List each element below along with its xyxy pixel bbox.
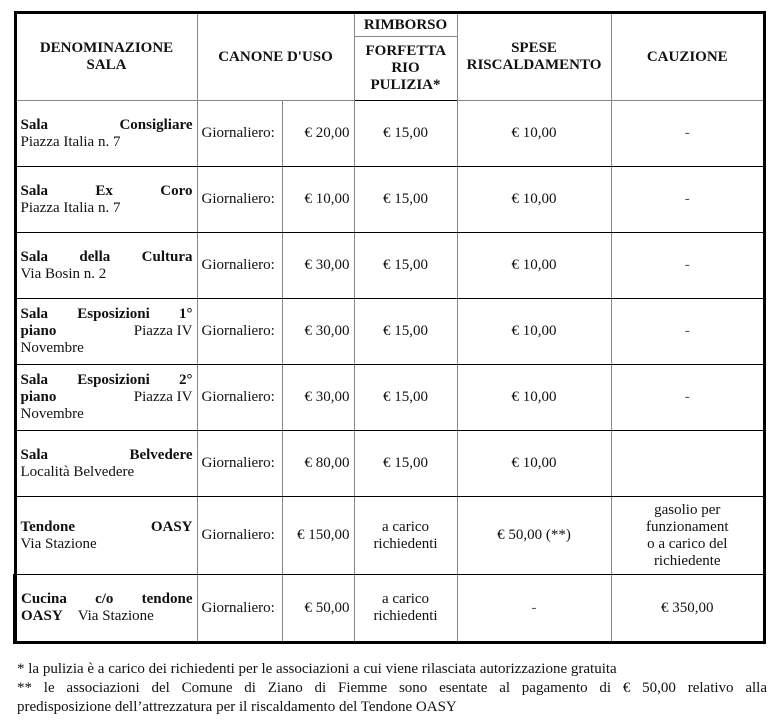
room-name: Sala	[20, 116, 49, 133]
room-name-cell	[15, 497, 197, 575]
period-cell: Giornaliero:	[197, 233, 282, 299]
riscaldamento-cell: € 10,00	[457, 365, 611, 431]
room-name: 1°	[178, 306, 193, 322]
room-name: Esposizioni	[77, 306, 150, 322]
cauzione-cell: -	[611, 233, 764, 299]
cauzione-text: funzionament	[646, 518, 729, 535]
room-name: Sala	[20, 248, 49, 265]
room-name: OASY	[150, 518, 193, 535]
cauzione-cell: -	[611, 101, 764, 167]
period-cell: Giornaliero:	[197, 299, 282, 365]
pulizia-cell: € 15,00	[354, 167, 457, 233]
table-row	[15, 233, 765, 299]
room-name-cell	[15, 299, 197, 365]
cauzione-text: richiedente	[653, 552, 721, 569]
riscaldamento-cell: € 10,00	[457, 233, 611, 299]
period-cell: Giornaliero:	[197, 101, 282, 167]
table-row	[15, 365, 765, 431]
room-address: Piazza IV	[133, 389, 193, 405]
room-address: Novembre	[20, 406, 84, 422]
pulizia-text: a carico	[381, 518, 430, 535]
header-spese-label: SPESE RISCALDAMENTO	[466, 40, 602, 73]
room-name-cell	[15, 575, 197, 643]
header-denominazione-label: DENOMINAZIONE SALA	[39, 40, 174, 73]
canone-cell: € 30,00	[282, 299, 354, 365]
header-forfettario-pulizia	[354, 37, 457, 101]
pulizia-cell: € 15,00	[354, 299, 457, 365]
room-name-cell	[15, 365, 197, 431]
pulizia-cell: € 15,00	[354, 233, 457, 299]
room-address: Via Stazione	[77, 608, 154, 624]
canone-cell: € 30,00	[282, 233, 354, 299]
table-row	[15, 167, 765, 233]
room-address: Località Belvedere	[20, 463, 135, 480]
footnote-riscaldamento-line2: predisposizione dell’attrezzatura per il riscaldamento del Tendone OASY	[17, 699, 457, 715]
riscaldamento-cell: € 10,00	[457, 167, 611, 233]
period-cell: Giornaliero:	[197, 431, 282, 497]
room-address: Piazza IV	[133, 323, 193, 339]
room-name: piano	[20, 323, 57, 339]
canone-cell: € 80,00	[282, 431, 354, 497]
cauzione-cell: -	[611, 299, 764, 365]
canone-cell: € 10,00	[282, 167, 354, 233]
room-name: c/o	[95, 591, 114, 607]
canone-cell: € 30,00	[282, 365, 354, 431]
pulizia-cell: € 15,00	[354, 431, 457, 497]
room-name: Coro	[160, 182, 193, 199]
riscaldamento-cell: -	[457, 575, 611, 643]
pulizia-text: richiedenti	[373, 535, 438, 552]
table-row	[15, 575, 765, 643]
room-name-cell	[15, 167, 197, 233]
room-address: Via Stazione	[20, 535, 97, 552]
cauzione-cell: € 350,00	[611, 575, 764, 643]
room-name: Sala	[20, 182, 49, 199]
riscaldamento-cell: € 10,00	[457, 431, 611, 497]
room-name: Ex	[95, 182, 113, 199]
header-forfettario-label: FORFETTA RIO PULIZIA*	[365, 43, 447, 94]
room-name-cell	[15, 431, 197, 497]
period-cell: Giornaliero:	[197, 575, 282, 643]
room-name: Esposizioni	[77, 372, 150, 388]
room-name: Cultura	[141, 248, 193, 265]
cauzione-cell: -	[611, 167, 764, 233]
room-address: Via Bosin n. 2	[20, 265, 107, 282]
header-rimborso: RIMBORSO	[354, 13, 457, 37]
cauzione-cell	[611, 497, 764, 575]
pulizia-cell	[354, 575, 457, 643]
cauzione-cell	[611, 431, 764, 497]
room-name: tendone	[141, 591, 193, 607]
header-denominazione	[15, 13, 197, 101]
room-name: della	[79, 248, 111, 265]
riscaldamento-cell: € 10,00	[457, 299, 611, 365]
pulizia-cell	[354, 497, 457, 575]
period-cell: Giornaliero:	[197, 497, 282, 575]
cauzione-text: o a carico del	[647, 535, 728, 552]
room-address: Piazza Italia n. 7	[20, 133, 121, 150]
riscaldamento-cell: € 50,00 (**)	[457, 497, 611, 575]
canone-cell: € 50,00	[282, 575, 354, 643]
period-cell: Giornaliero:	[197, 167, 282, 233]
room-name: Sala	[20, 446, 49, 463]
room-name: Cucina	[21, 591, 67, 607]
canone-cell: € 150,00	[282, 497, 354, 575]
table-row	[15, 497, 765, 575]
pulizia-cell: € 15,00	[354, 365, 457, 431]
canone-cell: € 20,00	[282, 101, 354, 167]
cauzione-text: gasolio per	[654, 501, 721, 518]
room-name: piano	[20, 389, 57, 405]
header-cauzione: CAUZIONE	[611, 13, 764, 101]
room-name: Belvedere	[129, 446, 193, 463]
pulizia-text: a carico	[381, 591, 430, 607]
room-name-cell	[15, 101, 197, 167]
room-address: Piazza Italia n. 7	[20, 199, 121, 216]
table-row	[15, 431, 765, 497]
room-name: Sala	[20, 306, 49, 322]
header-canone: CANONE D'USO	[197, 13, 354, 101]
period-cell: Giornaliero:	[197, 365, 282, 431]
tariff-table	[13, 11, 766, 644]
header-spese-riscaldamento	[457, 13, 611, 101]
room-name: Tendone	[20, 518, 75, 535]
riscaldamento-cell: € 10,00	[457, 101, 611, 167]
table-header-row	[15, 13, 765, 37]
footnotes	[17, 660, 767, 717]
pulizia-text: richiedenti	[373, 608, 438, 624]
table-row	[15, 299, 765, 365]
room-name: OASY	[21, 608, 63, 624]
footnote-riscaldamento-line1: ** le associazioni del Comune di Ziano di Fiemme sono esentate al pagamento di € 50,00 relativo alla	[17, 680, 767, 696]
room-name: Sala	[20, 372, 49, 388]
footnote-pulizia: * la pulizia è a carico dei richiedenti per le associazioni a cui viene rilasciata autorizzazione gratuita	[17, 661, 617, 677]
table-row	[15, 101, 765, 167]
room-name-cell	[15, 233, 197, 299]
room-name: 2°	[178, 372, 193, 388]
pulizia-cell: € 15,00	[354, 101, 457, 167]
cauzione-cell: -	[611, 365, 764, 431]
room-name: Consigliare	[119, 116, 193, 133]
room-address: Novembre	[20, 340, 84, 356]
